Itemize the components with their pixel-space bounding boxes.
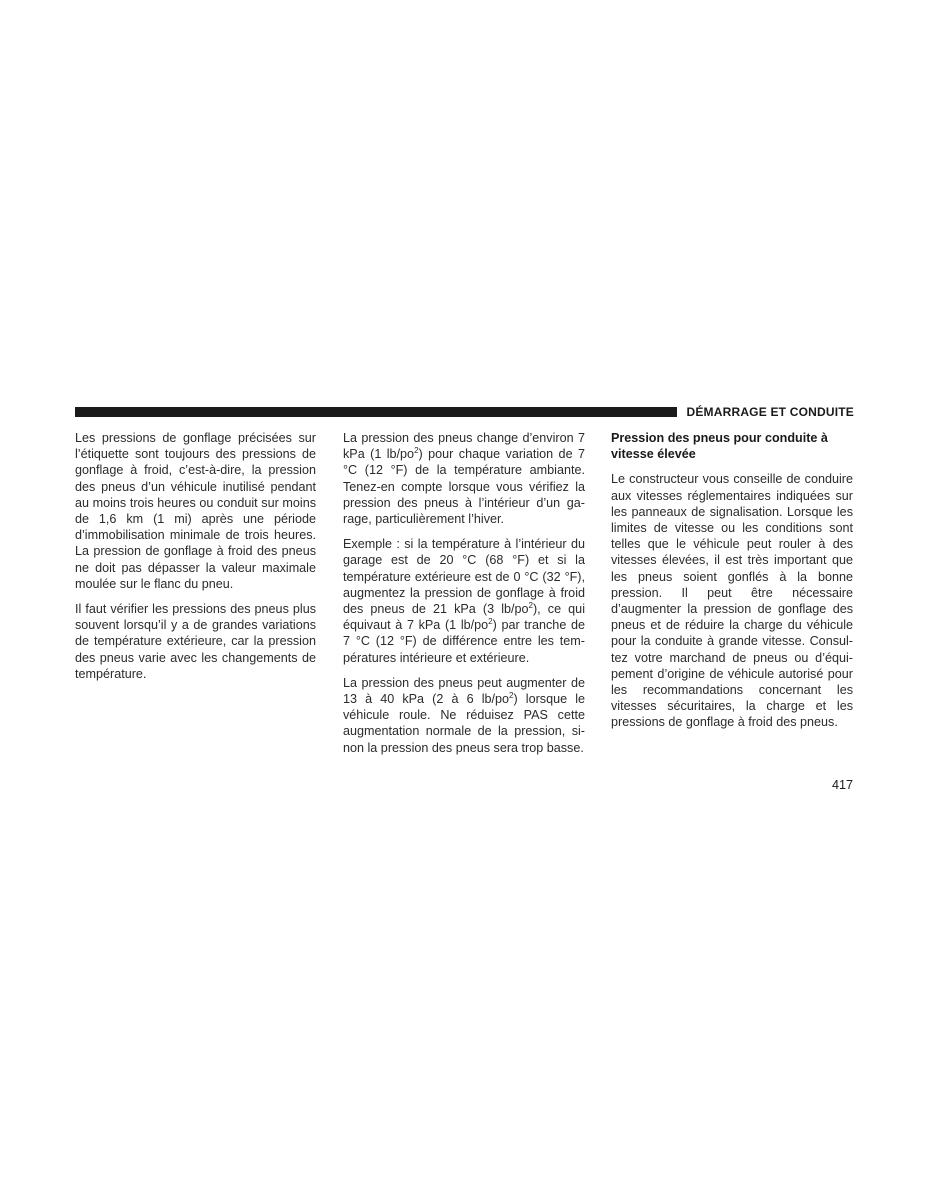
paragraph-cold-pressure: Les pressions de gonflage précisées sur l’étiquette sont toujours des pressions de gonflage à froid, c’est-à-dire, la pression des pneus d’un véhicule inutilisé pendant au moins trois heures ou conduit sur moins de 1,6 km (1 mi) après une période d’immobilisation minimale de trois heures. La pression de gonflage à froid des pneus ne doit pas dépasser la valeur maximale moulée sur le flanc du pneu. bbox=[75, 431, 316, 591]
paragraph-driving-increase: La pression des pneus peut augmenter de 13 à 40 kPa (2 à 6 $lb/po^2$) lorsque le véhicule roule. Ne réduisez PAS cette augmentation normale de la pression, sinon la pression des pneus sera trop basse. bbox=[343, 675, 585, 755]
section-title: DÉMARRAGE ET CONDUITE bbox=[686, 405, 854, 419]
paragraph-example: Exemple : si la température à l’intérieur du garage est de 20 °C (68 °F) et si la température extérieure est de 0 °C (32 °F), augmentez la pression de gonflage à froid des pneus de 21 kPa (3 $lb/po^2$), ce qui équivaut à 7 kPa (1 $lb/po^2$) par tranche de 7 °C (12 °F) de différence entre les températures intérieure et extérieure. bbox=[343, 537, 585, 665]
subheading-high-speed: Pression des pneus pour conduite à vitesse élevée bbox=[611, 431, 828, 462]
paragraph-high-speed: Le constructeur vous conseille de conduire aux vitesses réglementaires indiquées sur les panneaux de signalisation. Lorsque les limites de vitesse ou les conditions sont telles que le véhicule peut rouler à des vitesses élevées, il est très important que les pneus soient gonflés à la bonne pression. Il peut être nécessaire d’augmenter la pression de gonflage des pneus et de réduire la charge du véhicule pour la conduite à grande vitesse. Consultez votre marchand de pneus ou d’équipement d’origine de véhicule autorisé pour les recommandations concernant les vitesses sécuritaires, la charge et les pressions de gonflage à froid des pneus. bbox=[611, 472, 853, 730]
paragraph-check-frequency: Il faut vérifier les pressions des pneus plus souvent lorsqu’il y a de grandes variations de température extérieure, car la pression des pneus varie avec les changements de température. bbox=[75, 602, 316, 681]
column-2 bbox=[343, 430, 585, 765]
header-rule bbox=[75, 407, 677, 417]
column-1 bbox=[75, 430, 316, 691]
page-number: 417 bbox=[831, 778, 853, 792]
column-3 bbox=[611, 430, 853, 740]
paragraph-pressure-change: La pression des pneus change d’environ 7 kPa (1 $lb/po^2$) pour chaque variation de 7 °C (12 °F) de la température ambiante. Tenez-en compte lorsque vous vérifiez la pression des pneus à l’intérieur d’un garage, particulièrement l’hiver. bbox=[343, 431, 585, 527]
